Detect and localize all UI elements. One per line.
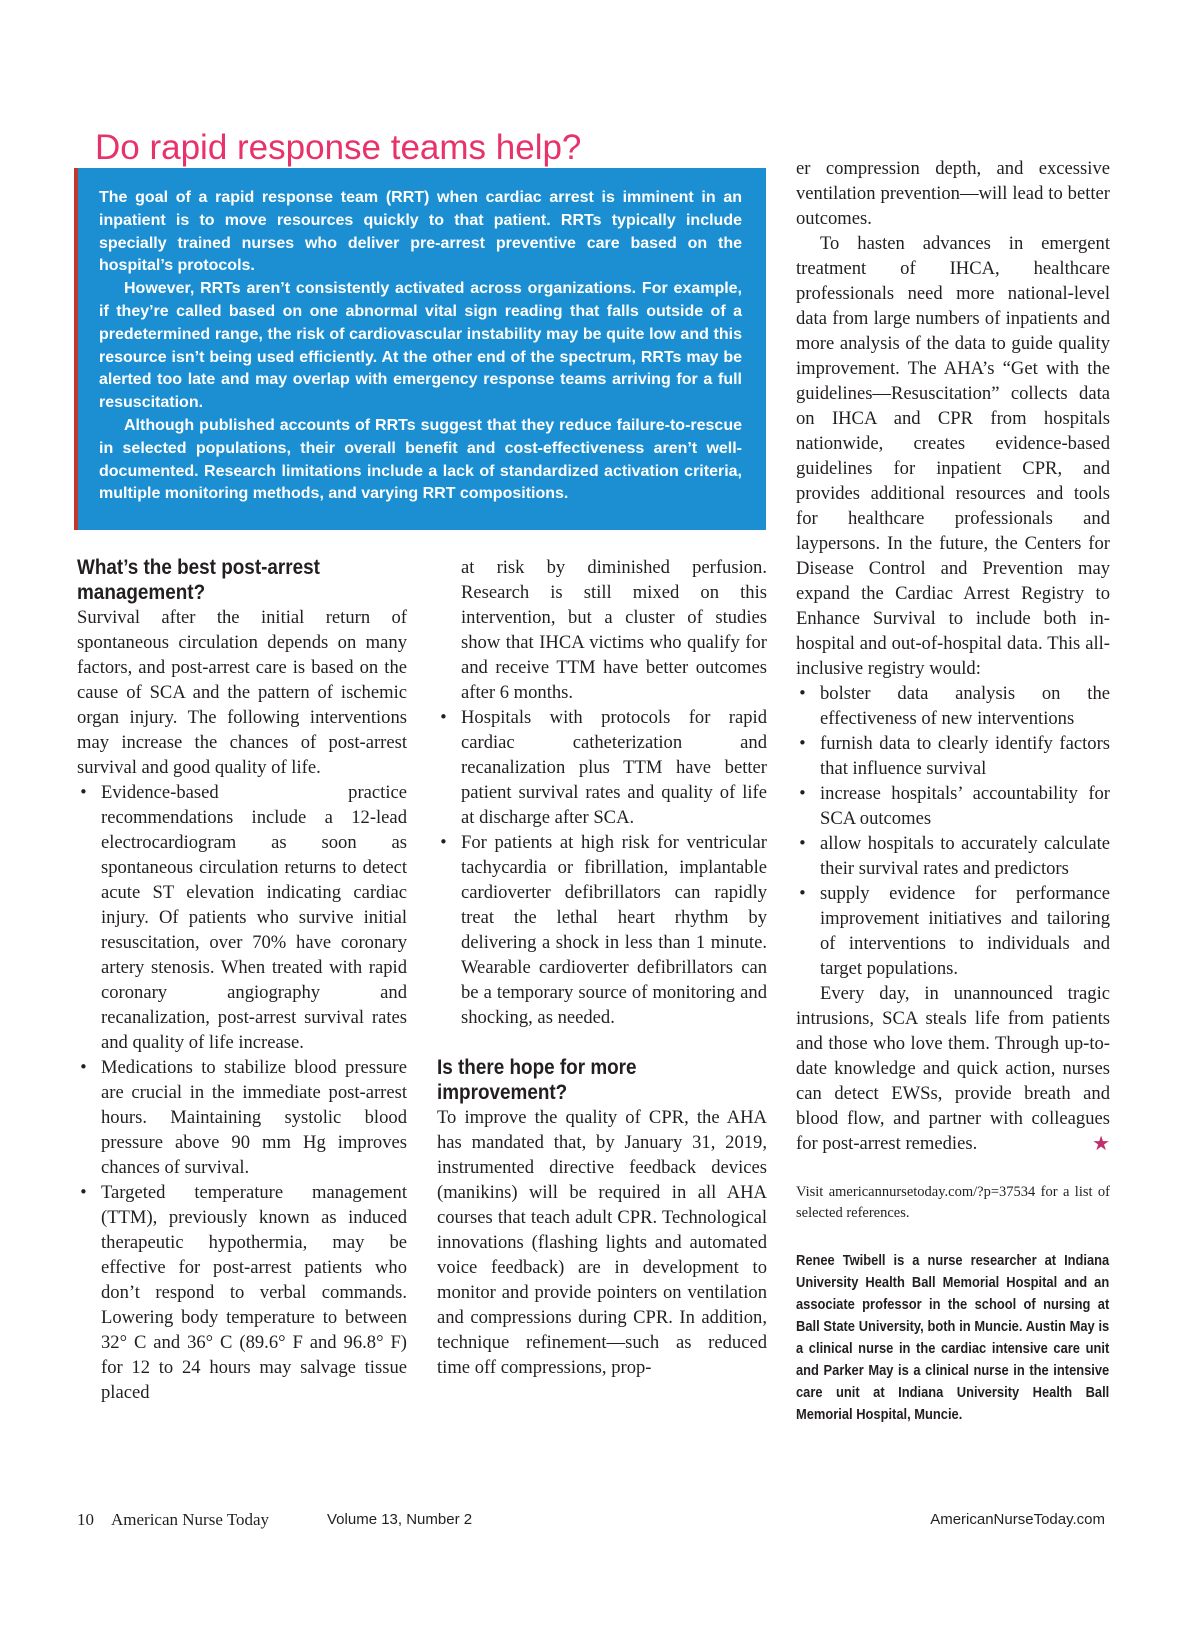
bullet-icon: • (798, 884, 807, 902)
list-item-text: Hospitals with protocols for rapid cardiac catheterization and recanalization plus TTM have better patient survival rates and quality of life at discharge after SCA. (461, 707, 767, 828)
sidebar-box (74, 168, 766, 530)
closing-text: Every day, in unannounced tragic intrusions, SCA steals life from patients and those who love them. Through up-to-date knowledge and quick action, nurses can detect EWSs, provide breath and blood flow, and partner with colleagues for post-arrest remedies. (796, 983, 1110, 1154)
list-item-text: allow hospitals to accurately calculate their survival rates and predictors (820, 833, 1110, 879)
body-paragraph: To hasten advances in emergent treatment of IHCA, healthcare professionals need more national-level data from large numbers of inpatients and more analysis of the data to guide quality improvement. The AHA’s “Get with the guidelines—Resuscitation” collects data on IHCA and CPR from hospitals nationwide, creates evidence-based guidelines for inpatient CPR, and provides additional resources and tools for healthcare professionals and laypersons. In the future, the Centers for Disease Control and Prevention may expand the Cardiac Arrest Registry to Enhance Survival to include both in-hospital and out-of-hospital data. This all-inclusive registry would: (796, 233, 1110, 679)
list-item (437, 705, 767, 830)
list-item-text: increase hospitals’ accountability for SCA outcomes (820, 783, 1110, 829)
page-number: 10 (77, 1510, 94, 1529)
body-paragraph: at risk by diminished perfusion. Research is still mixed on this intervention, but a cluster of studies show that IHCA victims who qualify for and receive TTM have better outcomes after 6 months. (461, 557, 767, 703)
bullet-icon: • (439, 833, 448, 851)
bullet-icon: • (79, 1058, 88, 1076)
list-item (77, 1180, 407, 1405)
body-paragraph (796, 981, 1110, 1156)
page-footer (77, 1510, 1127, 1534)
list-item-text: furnish data to clearly identify factors that influence survival (820, 733, 1110, 779)
list-item (796, 731, 1110, 781)
bullet-icon: • (798, 834, 807, 852)
section-heading-post-arrest: What’s the best post-arrest management? (77, 556, 320, 604)
bullet-icon: • (798, 734, 807, 752)
list-item (437, 830, 767, 1030)
body-paragraph: To improve the quality of CPR, the AHA has mandated that, by January 31, 2019, instrumented directive feedback devices (manikins) will be required in all AHA courses that teach adult CPR. Technological innovations (flashing lights and automated voice feedback) are in development to monitor and provide pointers on ventilation and compressions during CPR. In addition, technique refinement—such as reduced time off compressions, prop- (437, 1107, 767, 1378)
sidebar-title: Do rapid response teams help? (95, 128, 582, 167)
list-item-text: Evidence-based practice recommendations include a 12-lead electrocardiogram as soon as spontaneous circulation returns to detect acute ST elevation indicating cardiac injury. Of patients who survive initial resuscitation, over 70% have coronary artery stenosis. When treated with rapid coronary angiography and recanalization, post-arrest survival rates and quality of life increase. (101, 782, 407, 1053)
list-item-text: For patients at high risk for ventricular tachycardia or fibrillation, implantable cardioverter defibrillators can rapidly treat the lethal heart rhythm by delivering a shock in less than 1 minute. Wearable cardioverter defibrillators can be a temporary source of monitoring and shocking, as needed. (461, 832, 767, 1028)
bullet-icon: • (79, 1183, 88, 1201)
star-icon: ★ (1092, 1131, 1110, 1155)
bullet-list (437, 705, 767, 1030)
references-note: Visit americannursetoday.com/?p=37534 for a list of selected references. (796, 1184, 1110, 1221)
column-3 (796, 156, 1110, 1426)
list-item (796, 681, 1110, 731)
list-item-text: supply evidence for performance improvement initiatives and tailoring of interventions to individuals and target populations. (820, 883, 1110, 979)
sidebar-paragraph: Although published accounts of RRTs suggest that they reduce failure-to-rescue in selected populations, their overall benefit and cost-effectiveness aren’t well-documented. Research limitations include a lack of standardized activation criteria, multiple monitoring methods, and varying RRT compositions. (99, 416, 742, 503)
list-item (796, 831, 1110, 881)
list-item (796, 881, 1110, 981)
bullet-list (77, 780, 407, 1405)
author-bio: Renee Twibell is a nurse researcher at Indiana University Health Ball Memorial Hospital and an associate professor in the school of nursing at Ball State University, both in Muncie. Austin May is a clinical nurse in the cardiac intensive care unit and Parker May is a clinical nurse in the intensive care unit at Indiana University Health Ball Memorial Hospital, Muncie. (796, 1252, 1110, 1423)
bullet-icon: • (798, 684, 807, 702)
list-item (77, 780, 407, 1055)
list-item-text: bolster data analysis on the effectiveness of new interventions (820, 683, 1110, 729)
body-paragraph: Survival after the initial return of spontaneous circulation depends on many factors, and post-arrest care is based on the cause of SCA and the pattern of ischemic organ injury. The following interventions may increase the chances of post-arrest survival and good quality of life. (77, 607, 407, 778)
volume-issue: Volume 13, Number 2 (327, 1511, 473, 1528)
magazine-name: American Nurse Today (111, 1510, 270, 1529)
column-1 (77, 555, 407, 1405)
list-item (796, 781, 1110, 831)
body-paragraph: er compression depth, and excessive ventilation prevention—will lead to better outcomes. (796, 158, 1110, 229)
bullet-icon: • (439, 708, 448, 726)
bullet-icon: • (79, 783, 88, 801)
bullet-icon: • (798, 784, 807, 802)
list-item-text: Medications to stabilize blood pressure are crucial in the immediate post-arrest hours. Maintaining systolic blood pressure above 90 mm Hg improves chances of survival. (101, 1057, 407, 1178)
section-heading-hope: Is there hope for more improvement? (437, 1056, 637, 1104)
sidebar-paragraph: However, RRTs aren’t consistently activated across organizations. For example, if they’re called based on one abnormal vital sign reading that falls outside of a predetermined range, the risk of cardiovascular instability may be quite low and this resource isn’t being used efficiently. At the other end of the spectrum, RRTs may be alerted too late and may overlap with emergency response teams arriving for a full resuscitation. (99, 280, 742, 412)
list-item (77, 1055, 407, 1180)
column-2 (437, 555, 767, 1380)
list-item-text: Targeted temperature management (TTM), previously known as induced therapeutic hypothermia, may be effective for post-arrest patients who don’t respond to verbal commands. Lowering body temperature to between 32° C and 36° C (89.6° F and 96.8° F) for 12 to 24 hours may salvage tissue placed (101, 1182, 407, 1403)
bullet-list (796, 681, 1110, 981)
website-url: AmericanNurseToday.com (930, 1511, 1105, 1528)
sidebar-paragraph: The goal of a rapid response team (RRT) when cardiac arrest is imminent in an inpatient is to move resources quickly to that patient. RRTs typically include specially trained nurses who deliver pre-arrest preventive care based on the hospital’s protocols. (99, 189, 742, 275)
